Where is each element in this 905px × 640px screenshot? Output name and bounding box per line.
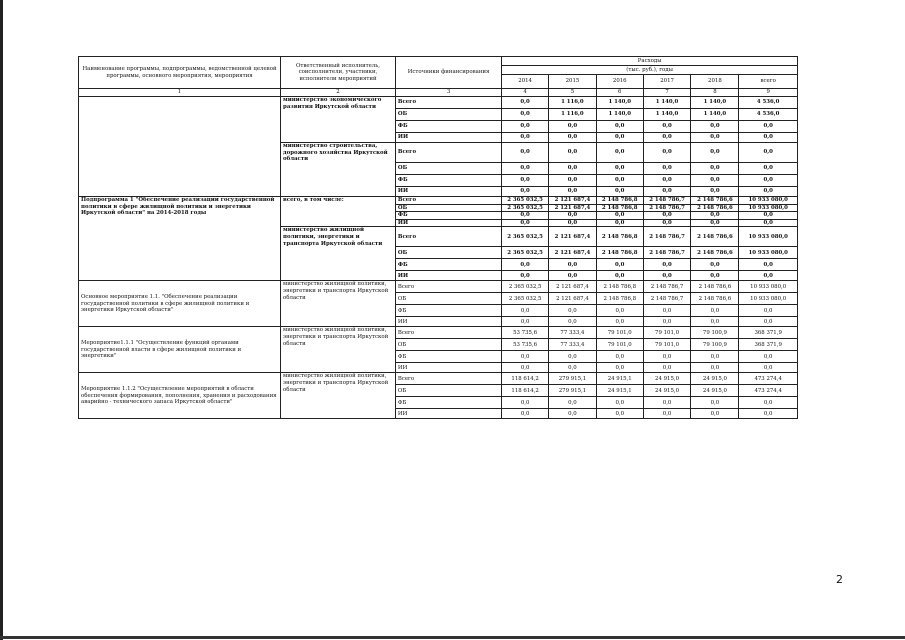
column-index: 6 (596, 89, 643, 97)
year-value-cell: 0,0 (502, 143, 549, 163)
year-value-cell: 2 148 786,8 (596, 281, 643, 293)
year-value-cell: 79 101,0 (596, 327, 643, 339)
year-value-cell: 0,0 (643, 143, 691, 163)
year-value-cell: 0,0 (502, 397, 549, 409)
year-value-cell: 0,0 (549, 163, 597, 175)
year-value-cell: 2 365 032,5 (502, 281, 549, 293)
table-row (79, 327, 798, 339)
funding-source-cell: ИИ (395, 317, 501, 327)
year-value-cell: 0,0 (549, 212, 597, 220)
year-value-cell: 0,0 (596, 143, 643, 163)
year-value-cell: 0,0 (691, 351, 739, 363)
year-value-cell: 0,0 (549, 351, 597, 363)
year-value-cell: 2 148 786,7 (643, 227, 691, 247)
header-total: всего (739, 75, 798, 89)
total-value-cell: 10 933 080,0 (739, 293, 798, 305)
year-value-cell: 2 148 786,8 (596, 293, 643, 305)
year-value-cell: 1 140,0 (596, 97, 643, 109)
year-value-cell: 0,0 (549, 121, 597, 133)
header-expenses: Расходы (502, 57, 798, 66)
year-value-cell: 0,0 (691, 317, 739, 327)
year-value-cell: 0,0 (502, 163, 549, 175)
table-row (79, 373, 798, 385)
funding-source-cell: Всего (395, 373, 501, 385)
year-value-cell: 2 148 786,6 (691, 204, 739, 212)
program-name-cell: Подпрограмма 1 "Обеспечение реализации государственной политики в сфере жилищной политики и энергетики Иркутской области" на 2014-2018 годы (79, 197, 281, 281)
year-value-cell: 0,0 (549, 397, 597, 409)
year-value-cell: 0,0 (596, 259, 643, 271)
column-index: 2 (281, 89, 396, 97)
column-index: 1 (79, 89, 281, 97)
year-value-cell: 0,0 (549, 133, 597, 143)
total-value-cell: 0,0 (739, 187, 798, 197)
year-value-cell: 2 365 032,5 (502, 204, 549, 212)
year-value-cell: 0,0 (596, 133, 643, 143)
funding-source-cell: ОБ (395, 247, 501, 259)
program-name-cell: Основное мероприятие 1.1. "Обеспечение реализации государственной политики в сфере жилищной политики и энергетики Иркутской области" (79, 281, 281, 327)
year-value-cell: 0,0 (643, 187, 691, 197)
year-value-cell: 0,0 (643, 397, 691, 409)
year-value-cell: 2 148 786,7 (643, 293, 691, 305)
year-value-cell: 24 915,0 (643, 385, 691, 397)
year-value-cell: 0,0 (691, 187, 739, 197)
funding-source-cell: ФБ (395, 212, 501, 220)
year-value-cell: 0,0 (549, 259, 597, 271)
total-value-cell: 0,0 (739, 143, 798, 163)
responsible-cell: министерство экономического развития Иркутской области (281, 97, 396, 143)
total-value-cell: 0,0 (739, 363, 798, 373)
year-value-cell: 0,0 (691, 363, 739, 373)
year-value-cell: 0,0 (596, 363, 643, 373)
year-value-cell: 1 140,0 (643, 109, 691, 121)
year-value-cell: 2 148 786,8 (596, 197, 643, 205)
year-value-cell: 0,0 (596, 305, 643, 317)
year-value-cell: 2 148 786,8 (596, 227, 643, 247)
year-value-cell: 24 915,1 (596, 385, 643, 397)
year-value-cell: 0,0 (596, 219, 643, 227)
year-value-cell: 0,0 (502, 363, 549, 373)
funding-source-cell: Всего (395, 97, 501, 109)
year-value-cell: 0,0 (596, 163, 643, 175)
total-value-cell: 10 933 080,0 (739, 227, 798, 247)
year-value-cell: 0,0 (502, 121, 549, 133)
column-index: 8 (691, 89, 739, 97)
responsible-cell: министерство жилищной политики, энергетики и транспорта Иркутской области (281, 327, 396, 373)
year-value-cell: 0,0 (691, 163, 739, 175)
year-value-cell: 0,0 (691, 259, 739, 271)
year-value-cell: 279 915,1 (549, 385, 597, 397)
year-value-cell: 0,0 (691, 409, 739, 419)
year-value-cell: 0,0 (549, 271, 597, 281)
year-value-cell: 1 116,0 (549, 109, 597, 121)
funding-source-cell: ФБ (395, 259, 501, 271)
total-value-cell: 4 536,0 (739, 109, 798, 121)
year-value-cell: 0,0 (596, 212, 643, 220)
total-value-cell: 0,0 (739, 163, 798, 175)
year-value-cell: 24 915,0 (643, 373, 691, 385)
year-value-cell: 2 148 786,6 (691, 197, 739, 205)
funding-source-cell: ФБ (395, 305, 501, 317)
funding-source-cell: Всего (395, 281, 501, 293)
year-value-cell: 2 121 687,4 (549, 204, 597, 212)
year-value-cell: 0,0 (502, 109, 549, 121)
year-value-cell: 0,0 (643, 133, 691, 143)
year-value-cell: 0,0 (502, 97, 549, 109)
total-value-cell: 4 536,0 (739, 97, 798, 109)
responsible-cell: министерство жилищной политики, энергетики и транспорта Иркутской области (281, 227, 396, 281)
budget-table (78, 56, 798, 419)
year-value-cell: 0,0 (643, 305, 691, 317)
header-responsible: Ответственный исполнитель, соисполнители, участники, исполнители мероприятий (281, 57, 396, 89)
funding-source-cell: ОБ (395, 109, 501, 121)
year-value-cell: 2 148 786,6 (691, 281, 739, 293)
year-value-cell: 53 735,6 (502, 339, 549, 351)
table-row (79, 97, 798, 109)
year-value-cell: 0,0 (502, 219, 549, 227)
year-value-cell: 0,0 (549, 175, 597, 187)
responsible-cell: министерство строительства, дорожного хозяйства Иркутской области (281, 143, 396, 197)
year-value-cell: 0,0 (502, 212, 549, 220)
table-row (79, 281, 798, 293)
year-value-cell: 0,0 (549, 409, 597, 419)
year-value-cell: 2 121 687,4 (549, 197, 597, 205)
column-index: 4 (502, 89, 549, 97)
year-value-cell: 2 121 687,4 (549, 281, 597, 293)
year-value-cell: 2 148 786,7 (643, 197, 691, 205)
funding-source-cell: ИИ (395, 363, 501, 373)
year-value-cell: 0,0 (502, 271, 549, 281)
total-value-cell: 0,0 (739, 409, 798, 419)
year-value-cell: 79 101,0 (643, 327, 691, 339)
total-value-cell: 0,0 (739, 212, 798, 220)
year-value-cell: 2 148 786,6 (691, 227, 739, 247)
year-value-cell: 2 121 687,4 (549, 247, 597, 259)
year-value-cell: 0,0 (596, 271, 643, 281)
year-value-cell: 0,0 (643, 363, 691, 373)
year-value-cell: 0,0 (596, 317, 643, 327)
year-value-cell: 79 101,0 (643, 339, 691, 351)
header-year: 2018 (691, 75, 739, 89)
year-value-cell: 2 148 786,6 (691, 247, 739, 259)
program-name-cell (79, 97, 281, 197)
year-value-cell: 0,0 (643, 121, 691, 133)
table-row (79, 197, 798, 205)
total-value-cell: 0,0 (739, 121, 798, 133)
year-value-cell: 0,0 (549, 305, 597, 317)
year-value-cell: 0,0 (643, 175, 691, 187)
year-value-cell: 1 140,0 (691, 109, 739, 121)
funding-source-cell: ОБ (395, 293, 501, 305)
total-value-cell: 10 933 080,0 (739, 197, 798, 205)
funding-source-cell: ИИ (395, 133, 501, 143)
header-expenses-unit: (тыс. руб.), годы (502, 66, 798, 75)
year-value-cell: 0,0 (643, 317, 691, 327)
year-value-cell: 0,0 (502, 351, 549, 363)
year-value-cell: 0,0 (691, 175, 739, 187)
year-value-cell: 0,0 (502, 133, 549, 143)
year-value-cell: 0,0 (691, 121, 739, 133)
responsible-cell: всего, в том числе: (281, 197, 396, 227)
column-index-row (79, 89, 798, 97)
column-index: 5 (549, 89, 597, 97)
total-value-cell: 0,0 (739, 271, 798, 281)
total-value-cell: 0,0 (739, 397, 798, 409)
year-value-cell: 0,0 (549, 317, 597, 327)
year-value-cell: 2 365 032,5 (502, 247, 549, 259)
funding-source-cell: Всего (395, 197, 501, 205)
year-value-cell: 53 735,6 (502, 327, 549, 339)
year-value-cell: 279 915,1 (549, 373, 597, 385)
year-value-cell: 0,0 (643, 259, 691, 271)
funding-source-cell: ИИ (395, 409, 501, 419)
year-value-cell: 1 140,0 (596, 109, 643, 121)
year-value-cell: 2 148 786,7 (643, 281, 691, 293)
total-value-cell: 0,0 (739, 219, 798, 227)
year-value-cell: 0,0 (691, 143, 739, 163)
column-index: 3 (395, 89, 501, 97)
total-value-cell: 10 933 080,0 (739, 247, 798, 259)
table-header (79, 57, 798, 97)
year-value-cell: 2 148 786,7 (643, 247, 691, 259)
funding-source-cell: ОБ (395, 163, 501, 175)
total-value-cell: 0,0 (739, 259, 798, 271)
year-value-cell: 2 148 786,6 (691, 293, 739, 305)
year-value-cell: 0,0 (691, 397, 739, 409)
year-value-cell: 0,0 (549, 143, 597, 163)
year-value-cell: 0,0 (596, 121, 643, 133)
year-value-cell: 0,0 (691, 133, 739, 143)
header-year: 2016 (596, 75, 643, 89)
year-value-cell: 2 365 032,5 (502, 197, 549, 205)
year-value-cell: 0,0 (643, 271, 691, 281)
header-year: 2017 (643, 75, 691, 89)
year-value-cell: 0,0 (596, 175, 643, 187)
year-value-cell: 0,0 (643, 351, 691, 363)
funding-source-cell: ФБ (395, 351, 501, 363)
year-value-cell: 0,0 (596, 409, 643, 419)
year-value-cell: 2 148 786,8 (596, 204, 643, 212)
funding-source-cell: Всего (395, 227, 501, 247)
year-value-cell: 0,0 (643, 219, 691, 227)
year-value-cell: 24 915,0 (691, 373, 739, 385)
total-value-cell: 0,0 (739, 305, 798, 317)
funding-source-cell: ФБ (395, 121, 501, 133)
year-value-cell: 0,0 (549, 219, 597, 227)
total-value-cell: 368 371,9 (739, 327, 798, 339)
funding-source-cell: ИИ (395, 271, 501, 281)
year-value-cell: 0,0 (502, 317, 549, 327)
budget-table-sheet (78, 56, 798, 419)
responsible-cell: министерство жилищной политики, энергетики и транспорта Иркутской области (281, 373, 396, 419)
header-sources: Источники финансирования (395, 57, 501, 89)
funding-source-cell: ФБ (395, 397, 501, 409)
total-value-cell: 10 933 080,0 (739, 281, 798, 293)
year-value-cell: 118 614,2 (502, 385, 549, 397)
year-value-cell: 77 333,4 (549, 339, 597, 351)
year-value-cell: 2 121 687,4 (549, 293, 597, 305)
year-value-cell: 79 100,9 (691, 339, 739, 351)
year-value-cell: 0,0 (502, 259, 549, 271)
total-value-cell: 473 274,4 (739, 373, 798, 385)
year-value-cell: 2 121 687,4 (549, 227, 597, 247)
year-value-cell: 79 101,0 (596, 339, 643, 351)
year-value-cell: 0,0 (502, 305, 549, 317)
total-value-cell: 0,0 (739, 351, 798, 363)
header-year: 2014 (502, 75, 549, 89)
funding-source-cell: ИИ (395, 187, 501, 197)
year-value-cell: 24 915,0 (691, 385, 739, 397)
total-value-cell: 10 933 080,0 (739, 204, 798, 212)
year-value-cell: 0,0 (691, 271, 739, 281)
year-value-cell: 24 915,1 (596, 373, 643, 385)
total-value-cell: 0,0 (739, 133, 798, 143)
column-index: 9 (739, 89, 798, 97)
year-value-cell: 0,0 (549, 363, 597, 373)
year-value-cell: 79 100,9 (691, 327, 739, 339)
year-value-cell: 0,0 (596, 397, 643, 409)
year-value-cell: 0,0 (691, 212, 739, 220)
total-value-cell: 0,0 (739, 317, 798, 327)
year-value-cell: 1 140,0 (691, 97, 739, 109)
year-value-cell: 2 148 786,7 (643, 204, 691, 212)
program-name-cell: Мероприятие 1.1.2 "Осуществление мероприятий в области обеспечения формирования, пополнения, хранения и расходования аварийно - технического запаса Иркутской области" (79, 373, 281, 419)
total-value-cell: 473 274,4 (739, 385, 798, 397)
funding-source-cell: Всего (395, 327, 501, 339)
year-value-cell: 0,0 (596, 187, 643, 197)
funding-source-cell: ОБ (395, 204, 501, 212)
year-value-cell: 0,0 (502, 175, 549, 187)
responsible-cell: министерство жилищной политики, энергетики и транспорта Иркутской области (281, 281, 396, 327)
year-value-cell: 118 614,2 (502, 373, 549, 385)
scan-edge-left (0, 0, 3, 640)
year-value-cell: 0,0 (643, 212, 691, 220)
year-value-cell: 77 333,4 (549, 327, 597, 339)
funding-source-cell: Всего (395, 143, 501, 163)
year-value-cell: 0,0 (643, 163, 691, 175)
header-year: 2015 (549, 75, 597, 89)
year-value-cell: 0,0 (691, 305, 739, 317)
total-value-cell: 0,0 (739, 175, 798, 187)
year-value-cell: 2 148 786,8 (596, 247, 643, 259)
header-name: Наименование программы, подпрограммы, ведомственной целевой программы, основного мероприятия, мероприятия (79, 57, 281, 89)
year-value-cell: 0,0 (549, 187, 597, 197)
funding-source-cell: ИИ (395, 219, 501, 227)
table-body (79, 97, 798, 419)
year-value-cell: 0,0 (596, 351, 643, 363)
program-name-cell: Мероприятие1.1.1 "Осуществление функций органами государственной власти в сфере жилищной политики и энергетики" (79, 327, 281, 373)
scan-edge-bottom (0, 636, 905, 639)
year-value-cell: 0,0 (643, 409, 691, 419)
year-value-cell: 0,0 (502, 187, 549, 197)
year-value-cell: 0,0 (691, 219, 739, 227)
year-value-cell: 1 140,0 (643, 97, 691, 109)
year-value-cell: 2 365 032,5 (502, 293, 549, 305)
funding-source-cell: ОБ (395, 385, 501, 397)
year-value-cell: 1 116,0 (549, 97, 597, 109)
funding-source-cell: ФБ (395, 175, 501, 187)
column-index: 7 (643, 89, 691, 97)
funding-source-cell: ОБ (395, 339, 501, 351)
year-value-cell: 2 365 032,5 (502, 227, 549, 247)
page-number: 2 (836, 573, 843, 586)
year-value-cell: 0,0 (502, 409, 549, 419)
total-value-cell: 368 371,9 (739, 339, 798, 351)
